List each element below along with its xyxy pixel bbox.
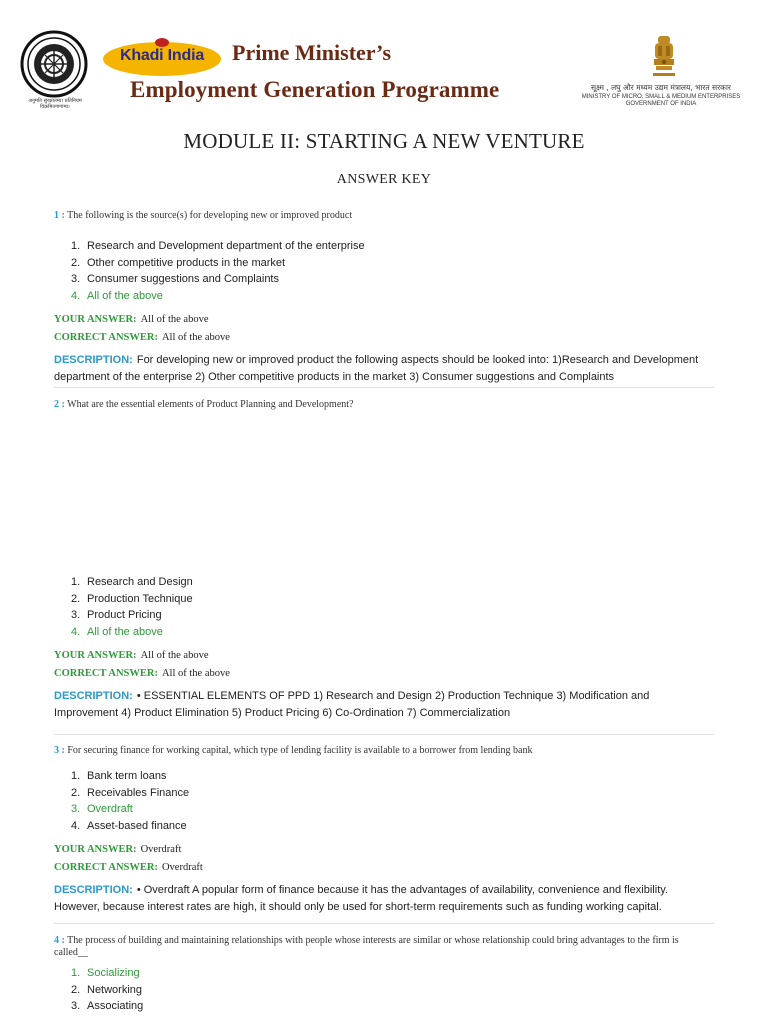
correct-answer-label: CORRECT ANSWER:: [54, 861, 158, 873]
description: [54, 688, 714, 722]
your-answer: [54, 311, 714, 329]
option-text: Associating: [87, 1000, 144, 1013]
correct-answer-value: All of the above: [161, 667, 230, 679]
options-list: [54, 965, 714, 1015]
question-body: The following is the source(s) for developing new or improved product: [67, 210, 353, 221]
question-number: 1 :: [54, 210, 65, 221]
page-subtitle: ANSWER KEY: [336, 172, 432, 187]
option-number: 1.: [71, 576, 81, 588]
option-item-correct: [54, 288, 714, 305]
option-number: 3.: [71, 273, 81, 286]
your-answer: [54, 841, 714, 859]
option-number: 3.: [71, 803, 81, 816]
options-list: [54, 768, 714, 835]
option-number: 1.: [71, 240, 81, 252]
options-list: [54, 574, 714, 641]
question-text: [54, 399, 714, 411]
your-answer-value: Overdraft: [140, 843, 182, 855]
option-number: 1.: [71, 770, 81, 782]
option-text: Overdraft: [87, 803, 133, 816]
question-body: For securing finance for working capital, which type of lending facility is available to a borrower from lending bank: [67, 745, 533, 756]
option-item: [54, 998, 714, 1015]
option-text: Production Technique: [87, 592, 193, 605]
option-item: [54, 591, 714, 608]
option-number: 3.: [71, 1000, 81, 1013]
option-text: Consumer suggestions and Complaints: [87, 273, 279, 286]
option-number: 2.: [71, 983, 81, 996]
correct-answer: [54, 859, 714, 877]
question-divider: [54, 387, 714, 388]
correct-answer-label: CORRECT ANSWER:: [54, 667, 158, 679]
option-item: [54, 768, 714, 785]
option-number: 2.: [71, 592, 81, 605]
option-item: [54, 982, 714, 999]
option-item-correct: [54, 801, 714, 818]
question-1: [54, 210, 714, 386]
option-item: [54, 607, 714, 624]
programme-title-line1: Prime Minister’s: [232, 40, 392, 65]
option-text: All of the above: [87, 626, 163, 639]
description-text: • Overdraft A popular form of finance because it has the advantages of availability, convenience and flexibility. However, because interest rates are high, it should only be used for short-term requirements such as funding working capital.: [54, 883, 668, 913]
description-label: DESCRIPTION:: [54, 883, 133, 896]
page-title: MODULE II: STARTING A NEW VENTURE: [183, 129, 585, 153]
question-body: What are the essential elements of Product Planning and Development?: [67, 399, 354, 410]
question-number: 2 :: [54, 399, 65, 410]
option-text: Research and Development department of the enterprise: [87, 240, 365, 252]
option-item: [54, 574, 714, 591]
question-2: [54, 399, 714, 722]
page-header: [0, 0, 768, 120]
description: [54, 352, 714, 386]
option-number: 2.: [71, 256, 81, 269]
option-number: 4.: [71, 820, 81, 833]
option-item: [54, 818, 714, 835]
description: [54, 882, 714, 916]
option-text: Socializing: [87, 967, 140, 979]
option-text: Bank term loans: [87, 770, 167, 782]
your-answer-value: All of the above: [140, 649, 209, 661]
correct-answer-label: CORRECT ANSWER:: [54, 331, 158, 343]
option-text: Networking: [87, 983, 143, 996]
option-number: 4.: [71, 290, 81, 303]
option-number: 2.: [71, 786, 81, 799]
your-answer-value: All of the above: [140, 313, 209, 325]
option-text: Product Pricing: [87, 609, 162, 622]
description-label: DESCRIPTION:: [54, 353, 133, 366]
option-item: [54, 785, 714, 802]
description-label: DESCRIPTION:: [54, 689, 133, 702]
ministry-english-name: [560, 94, 762, 108]
question-number: 4 :: [54, 935, 65, 946]
question-4: [54, 935, 714, 1015]
description-text: • ESSENTIAL ELEMENTS OF PPD 1) Research and Design 2) Production Technique 3) Modification and Improvement 4) Product Elimination 5) Product Pricing 6) Co-Ordination 7) Commercialization: [54, 689, 650, 719]
option-item: [54, 271, 714, 288]
question-3: [54, 745, 714, 916]
option-text: Asset-based finance: [87, 820, 187, 833]
option-item-correct: [54, 965, 714, 982]
correct-answer-value: Overdraft: [161, 861, 203, 873]
option-item-correct: [54, 624, 714, 641]
option-text: Other competitive products in the market: [87, 256, 286, 269]
option-text: Receivables Finance: [87, 786, 190, 799]
correct-answer-value: All of the above: [161, 331, 230, 343]
option-number: 3.: [71, 609, 81, 622]
ministry-hindi-name: सूक्ष्म , लघु और मध्यम उद्यम मंत्रालय, भारत सरकार: [591, 83, 731, 92]
question-divider: [54, 734, 714, 735]
khadi-mini-badge: [155, 38, 169, 47]
option-text: All of the above: [87, 290, 163, 303]
option-item: [54, 238, 714, 255]
options-list: [54, 238, 714, 305]
question-text: [54, 935, 714, 959]
correct-answer: [54, 665, 714, 683]
programme-title-line2: Employment Generation Programme: [130, 77, 500, 102]
khadi-india-label: Khadi India: [119, 47, 205, 64]
your-answer-label: YOUR ANSWER:: [54, 649, 137, 661]
your-answer-label: YOUR ANSWER:: [54, 843, 137, 855]
question-text: [54, 745, 714, 757]
option-number: 4.: [71, 626, 81, 639]
kvic-tagline: अनुमति सुरक्षातम्य। प्रतिनियम विक्रमितगागाम्य।: [28, 98, 82, 110]
your-answer-label: YOUR ANSWER:: [54, 313, 137, 325]
question-divider: [54, 923, 714, 924]
option-text: Research and Design: [87, 576, 193, 588]
description-text: For developing new or improved product the following aspects should be looked into: 1)Research and Development department of the enterprise 2) Other competitive products in the market 3) Consumer suggestions and Complaints: [54, 353, 699, 383]
kvic-seal-icon: [20, 30, 88, 98]
your-answer: [54, 647, 714, 665]
ministry-english-line1: MINISTRY OF MICRO, SMALL & MEDIUM ENTERPRISES: [581, 94, 741, 100]
ministry-english-line2: GOVERNMENT OF INDIA: [625, 101, 697, 107]
option-number: 1.: [71, 967, 81, 979]
option-item: [54, 255, 714, 272]
question-number: 3 :: [54, 745, 65, 756]
question-body: The process of building and maintaining relationships with people whose interests are similar or whose relationship could bring advantages to the firm is called__: [54, 935, 679, 958]
national-emblem-icon: [646, 32, 682, 80]
question-text: [54, 210, 714, 222]
correct-answer: [54, 329, 714, 347]
